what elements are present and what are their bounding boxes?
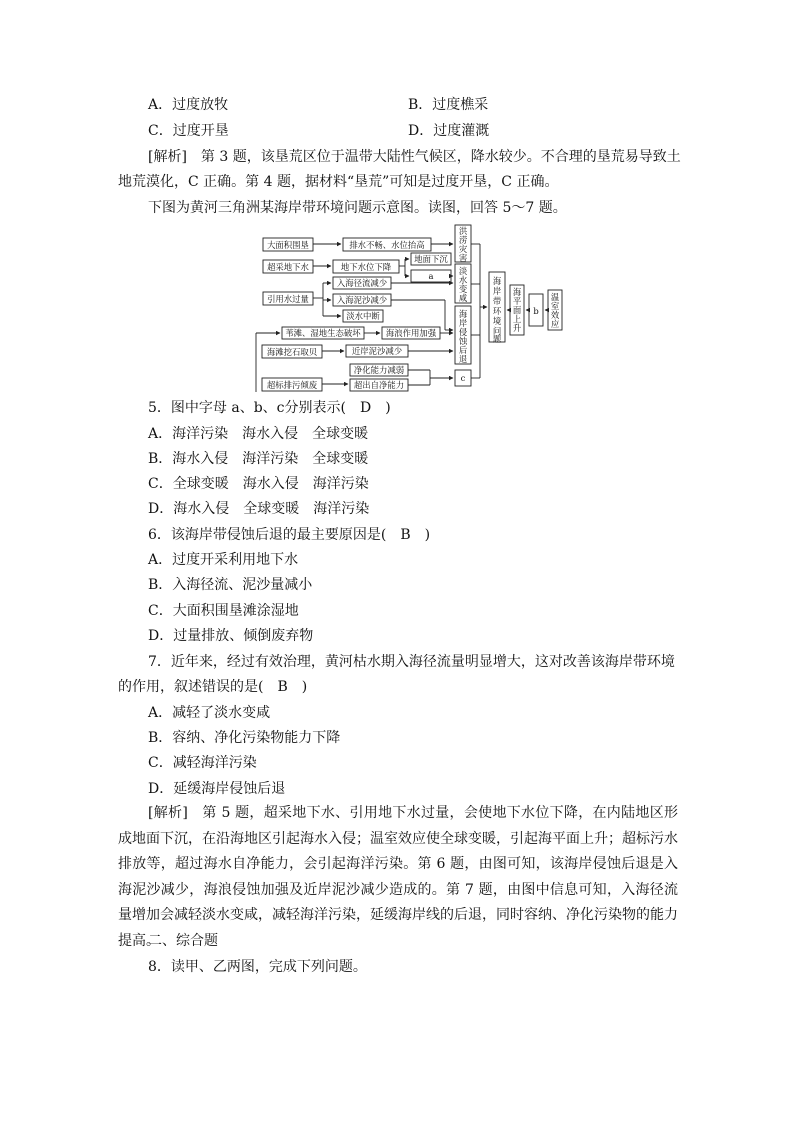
svg-text:岸: 岸 <box>492 286 502 296</box>
question-6-option-a: A．过度开采利用地下水 <box>148 552 299 568</box>
svg-text:环: 环 <box>492 306 502 316</box>
vbox-sea-level-rise <box>510 285 524 335</box>
svg-text:效: 效 <box>550 310 560 320</box>
mid-box-wave-strengthen <box>382 327 440 339</box>
svg-text:温: 温 <box>550 292 560 302</box>
q4-option-c: C．过度开垦 <box>148 123 229 139</box>
svg-text:引用水过量: 引用水过量 <box>267 294 309 304</box>
svg-text:境: 境 <box>492 316 502 326</box>
mid-box-runoff-decrease <box>333 277 391 289</box>
mid-box-nearshore-sediment <box>346 345 408 357</box>
cause-box-pollution-discharge <box>262 378 322 391</box>
diagram-intro: 下图为黄河三角洲某海岸带环境问题示意图。读图，回答 5～7 题。 <box>148 200 567 216</box>
svg-text:带: 带 <box>492 296 502 306</box>
svg-text:淡: 淡 <box>458 266 468 276</box>
svg-text:洪: 洪 <box>458 226 468 236</box>
mid-box-c <box>455 370 471 386</box>
q4-option-a: A．过度放牧 <box>148 97 229 113</box>
question-6-option-d: D．过量排放、倾倒废弃物 <box>148 628 314 644</box>
svg-text:岸: 岸 <box>458 318 468 328</box>
mid-box-drainage <box>343 238 431 251</box>
svg-text:海浪作用加强: 海浪作用加强 <box>385 328 437 338</box>
mid-box-purify-weaken <box>350 364 408 376</box>
svg-text:海: 海 <box>512 287 522 297</box>
svg-text:平: 平 <box>512 296 522 306</box>
svg-text:面: 面 <box>512 305 522 315</box>
svg-text:后: 后 <box>458 345 468 355</box>
svg-text:海: 海 <box>458 309 468 319</box>
svg-text:问: 问 <box>492 326 502 336</box>
cause-box-groundwater-overdraw <box>263 260 313 273</box>
svg-text:侵: 侵 <box>458 327 468 337</box>
svg-text:灾: 灾 <box>458 244 468 254</box>
analysis-2-paragraph: [解析] 第 5 题，超采地下水、引用地下水过量，会使地下水位下降，在内陆地区形成地面下沉，在沿海地区引起海水入侵；温室效应使全球变暖，引起海平面上升；超标污水排放等，超过海水自净能力，会引起海洋污染。第 6 题，由图可知，该海岸侵蚀后退是入海泥沙减少，海浪侵蚀加强及近岸泥沙减少造成的。第 7 题，由图中信息可知，入海径流量增加会减轻淡水变咸，减轻海洋污染，延缓海岸线的后退，同时容纳、净化污染物的能力提高。 <box>118 805 678 949</box>
svg-text:海: 海 <box>492 276 502 286</box>
svg-text:室: 室 <box>550 301 560 311</box>
cause-box-beach-digging <box>262 345 322 358</box>
q4-option-d: D．过度灌溉 <box>408 123 490 139</box>
vbox-flood-disaster <box>455 225 471 263</box>
svg-text:入海径流减少: 入海径流减少 <box>336 278 388 288</box>
svg-text:超标排污倾废: 超标排污倾废 <box>266 380 318 390</box>
svg-text:地下水位下降: 地下水位下降 <box>340 262 392 272</box>
svg-text:涝: 涝 <box>458 235 468 245</box>
cause-box-reclamation <box>263 238 313 251</box>
question-7-option-c: C．减轻海洋污染 <box>148 755 257 771</box>
analysis-1-line-1: [解析] 第 3 题，该垦荒区位于温带大陆性气候区，降水较少。不合理的垦荒易导致土 <box>148 149 681 165</box>
mid-box-subsidence <box>411 253 451 265</box>
section-2-heading: 二、综合题 <box>148 933 218 949</box>
mid-box-freshwater-cutoff <box>343 310 383 322</box>
mid-box-sediment-decrease <box>333 294 391 306</box>
svg-text:上: 上 <box>512 314 522 324</box>
mid-box-water-table-drop <box>333 260 399 273</box>
question-5-stem: 5．图中字母 a、b、c分别表示( D ) <box>148 400 391 416</box>
svg-text:变: 变 <box>458 284 468 294</box>
svg-text:害: 害 <box>458 253 468 263</box>
svg-text:净化能力减弱: 净化能力减弱 <box>353 365 405 375</box>
svg-text:淡水中断: 淡水中断 <box>346 311 380 321</box>
mid-box-exceed-capacity <box>350 379 408 391</box>
mid-box-wetland-damage <box>282 327 364 339</box>
question-5-option-d: D．海水入侵 全球变暖 海洋污染 <box>148 501 370 517</box>
vbox-b <box>529 294 543 326</box>
question-5-option-b: B．海水入侵 海洋污染 全球变暖 <box>148 451 369 467</box>
question-7-stem-line-1: 7．近年来，经过有效治理，黄河枯水期入海径流量明显增大，这对改善该海岸带环境 <box>148 654 675 670</box>
svg-text:应: 应 <box>550 319 560 329</box>
svg-text:蚀: 蚀 <box>458 336 468 346</box>
svg-text:咸: 咸 <box>458 293 468 303</box>
question-7-stem-line-2: 的作用，叙述错误的是( B ) <box>118 679 308 695</box>
vbox-freshwater-salinization <box>455 264 471 303</box>
svg-text:近岸泥沙减少: 近岸泥沙减少 <box>351 346 403 356</box>
analysis-1-line-2: 地荒漠化，C 正确。第 4 题，据材料“垦荒”可知是过度开垦，C 正确。 <box>118 174 559 190</box>
coastal-environment-diagram <box>0 0 794 400</box>
question-6-option-c: C．大面积围垦滩涂湿地 <box>148 603 299 619</box>
svg-text:超出自净能力: 超出自净能力 <box>353 380 405 390</box>
svg-text:c: c <box>460 373 466 383</box>
svg-text:升: 升 <box>512 323 522 333</box>
vbox-coastal-problem <box>489 272 505 344</box>
question-8-stem: 8．读甲、乙两图，完成下列问题。 <box>148 959 367 975</box>
mid-box-a <box>411 270 451 282</box>
question-6-option-b: B．入海径流、泥沙量减小 <box>148 577 313 593</box>
svg-text:苇滩、湿地生态破坏: 苇滩、湿地生态破坏 <box>285 328 361 338</box>
svg-text:a: a <box>428 271 434 281</box>
svg-text:地面下沉: 地面下沉 <box>414 254 448 264</box>
question-7-option-d: D．延缓海岸侵蚀后退 <box>148 781 286 797</box>
question-5-option-a: A．海洋污染 海水入侵 全球变暖 <box>148 426 369 442</box>
q4-option-b: B．过度樵采 <box>408 97 489 113</box>
svg-text:入海泥沙减少: 入海泥沙减少 <box>336 295 388 305</box>
svg-text:题: 题 <box>492 334 502 344</box>
svg-text:海滩挖石取贝: 海滩挖石取贝 <box>266 347 318 357</box>
question-7-option-b: B．容纳、净化污染物能力下降 <box>148 730 341 746</box>
question-6-stem: 6．该海岸带侵蚀后退的最主要原因是( B ) <box>148 527 431 543</box>
svg-text:大面积围垦: 大面积围垦 <box>267 240 309 250</box>
question-7-option-a: A．减轻了淡水变咸 <box>148 705 271 721</box>
svg-text:退: 退 <box>458 354 468 364</box>
vbox-coastal-erosion <box>455 306 471 364</box>
svg-text:超采地下水: 超采地下水 <box>267 262 309 272</box>
svg-text:水: 水 <box>458 275 468 285</box>
question-5-option-c: C．全球变暖 海水入侵 海洋污染 <box>148 476 369 492</box>
vbox-greenhouse-effect <box>548 290 562 330</box>
svg-text:b: b <box>533 306 539 316</box>
svg-text:排水不畅、水位抬高: 排水不畅、水位抬高 <box>349 240 425 250</box>
cause-box-water-overuse <box>263 292 313 305</box>
